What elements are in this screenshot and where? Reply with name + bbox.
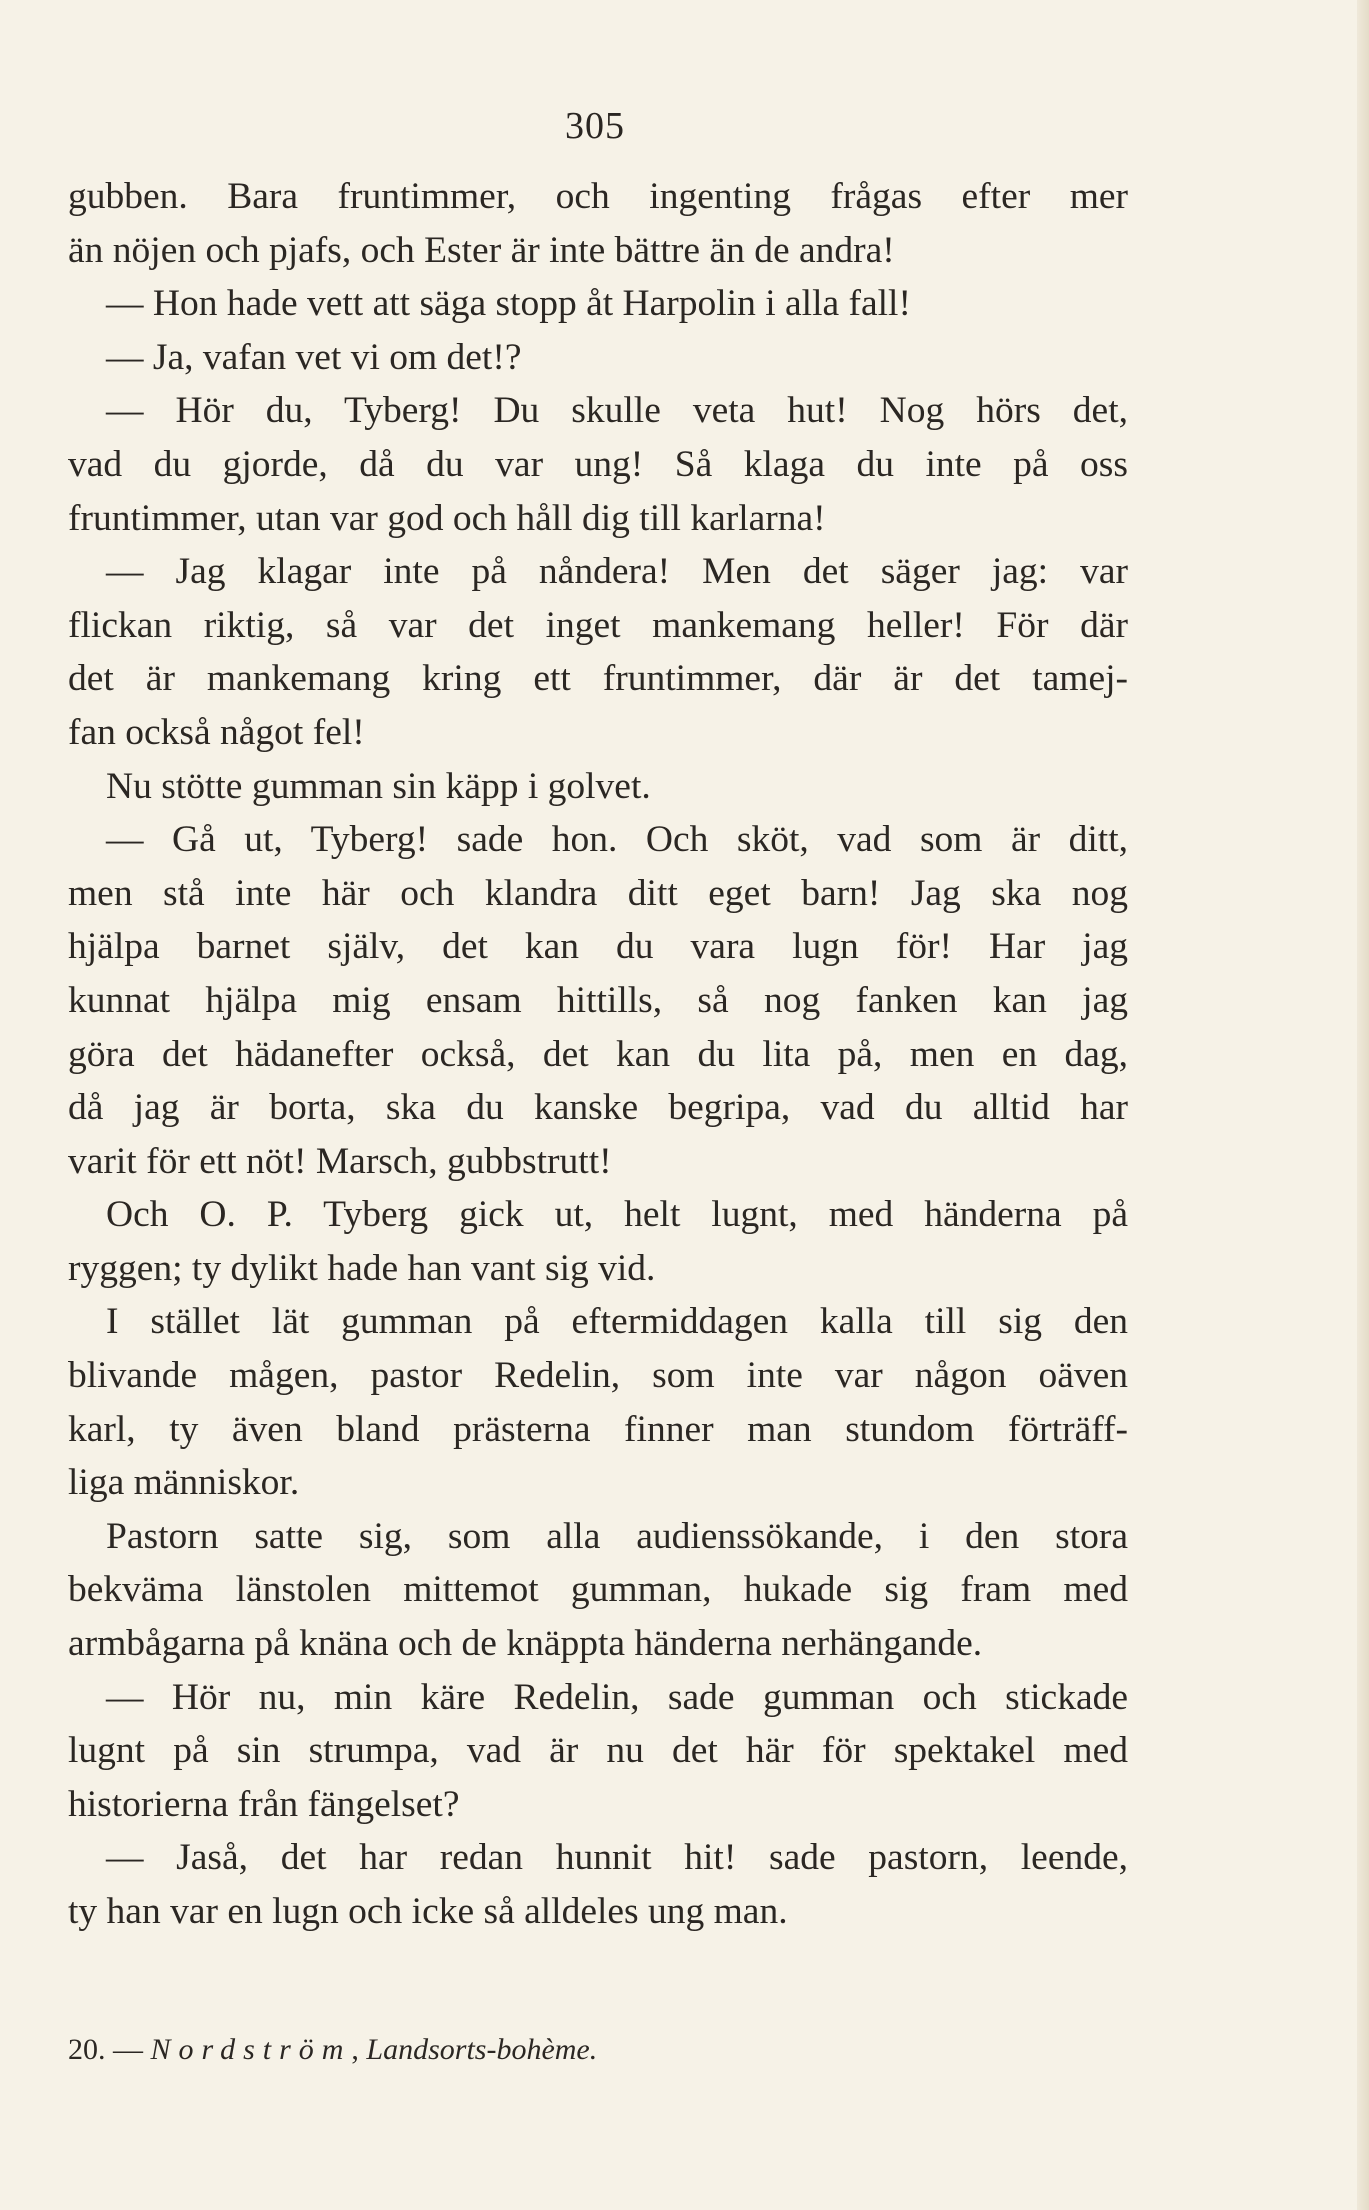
text-line: varit för ett nöt! Marsch, gubbstrutt! bbox=[68, 1140, 612, 1182]
text-line: historierna från fängelset? bbox=[68, 1783, 460, 1825]
text-line: bekväma länstolen mittemot gumman, hukade sig fram med bbox=[68, 1569, 1128, 1611]
text-line: vad du gjorde, då du var ung! Så klaga du inte på oss bbox=[68, 443, 1128, 485]
text-line: flickan riktig, så var det inget mankemang heller! För där bbox=[68, 604, 1128, 646]
text-line: karl, ty även bland prästerna finner man stundom förträff- bbox=[68, 1408, 1128, 1450]
page-number: 305 bbox=[565, 105, 625, 147]
footer-separator: , bbox=[351, 2033, 359, 2066]
text-line: det är mankemang kring ett fruntimmer, där är det tamej- bbox=[68, 658, 1128, 700]
page-edge bbox=[1357, 0, 1369, 2210]
body-text bbox=[68, 170, 1128, 1939]
text-line: Pastorn satte sig, som alla audienssökande, i den stora bbox=[106, 1515, 1128, 1557]
text-line: gubben. Bara fruntimmer, och ingenting frågas efter mer bbox=[68, 176, 1128, 217]
text-line: göra det hädanefter också, det kan du lita på, men en dag, bbox=[68, 1033, 1128, 1075]
text-line: lugnt på sin strumpa, vad är nu det här för spektakel med bbox=[68, 1730, 1128, 1772]
signature-mark: 20. bbox=[68, 2033, 106, 2066]
text-line: Och O. P. Tyberg gick ut, helt lugnt, med händerna på bbox=[106, 1194, 1128, 1236]
text-line: då jag är borta, ska du kanske begripa, vad du alltid har bbox=[68, 1087, 1128, 1129]
text-line: — Hör du, Tyberg! Du skulle veta hut! Nog hörs det, bbox=[106, 390, 1128, 432]
text-line: — Ja, vafan vet vi om det!? bbox=[106, 336, 522, 378]
text-line: blivande mågen, pastor Redelin, som inte var någon oäven bbox=[68, 1355, 1128, 1397]
text-line: Nu stötte gumman sin käpp i golvet. bbox=[106, 765, 651, 807]
text-line: I stället lät gumman på eftermiddagen kalla till sig den bbox=[106, 1301, 1128, 1343]
text-line: — Jag klagar inte på nåndera! Men det säger jag: var bbox=[106, 551, 1128, 593]
text-line: ryggen; ty dylikt hade han vant sig vid. bbox=[68, 1247, 656, 1289]
text-line: fan också något fel! bbox=[68, 711, 365, 753]
text-line: armbågarna på knäna och de knäppta händerna nerhängande. bbox=[68, 1623, 983, 1665]
text-line: än nöjen och pjafs, och Ester är inte bättre än de andra! bbox=[68, 229, 895, 271]
footer-dash: — bbox=[113, 2033, 143, 2066]
text-line: kunnat hjälpa mig ensam hittills, så nog fanken kan jag bbox=[68, 979, 1128, 1021]
page-footer bbox=[68, 2033, 597, 2067]
text-line: — Hör nu, min käre Redelin, sade gumman och stickade bbox=[106, 1676, 1128, 1718]
text-line: hjälpa barnet själv, det kan du vara lugn för! Har jag bbox=[68, 926, 1128, 968]
author-name: Nordström bbox=[150, 2033, 352, 2066]
text-line: fruntimmer, utan var god och håll dig till karlarna! bbox=[68, 497, 826, 539]
text-line: — Jaså, det har redan hunnit hit! sade pastorn, leende, bbox=[106, 1837, 1128, 1879]
text-line: ty han var en lugn och icke så alldeles ung man. bbox=[68, 1891, 788, 1932]
text-line: liga människor. bbox=[68, 1462, 300, 1504]
text-line: — Gå ut, Tyberg! sade hon. Och sköt, vad som är ditt, bbox=[106, 819, 1128, 861]
text-line: men stå inte här och klandra ditt eget barn! Jag ska nog bbox=[68, 872, 1128, 914]
book-title: Landsorts-bohème. bbox=[366, 2033, 598, 2066]
text-line: — Hon hade vett att säga stopp åt Harpolin i alla fall! bbox=[106, 283, 911, 325]
